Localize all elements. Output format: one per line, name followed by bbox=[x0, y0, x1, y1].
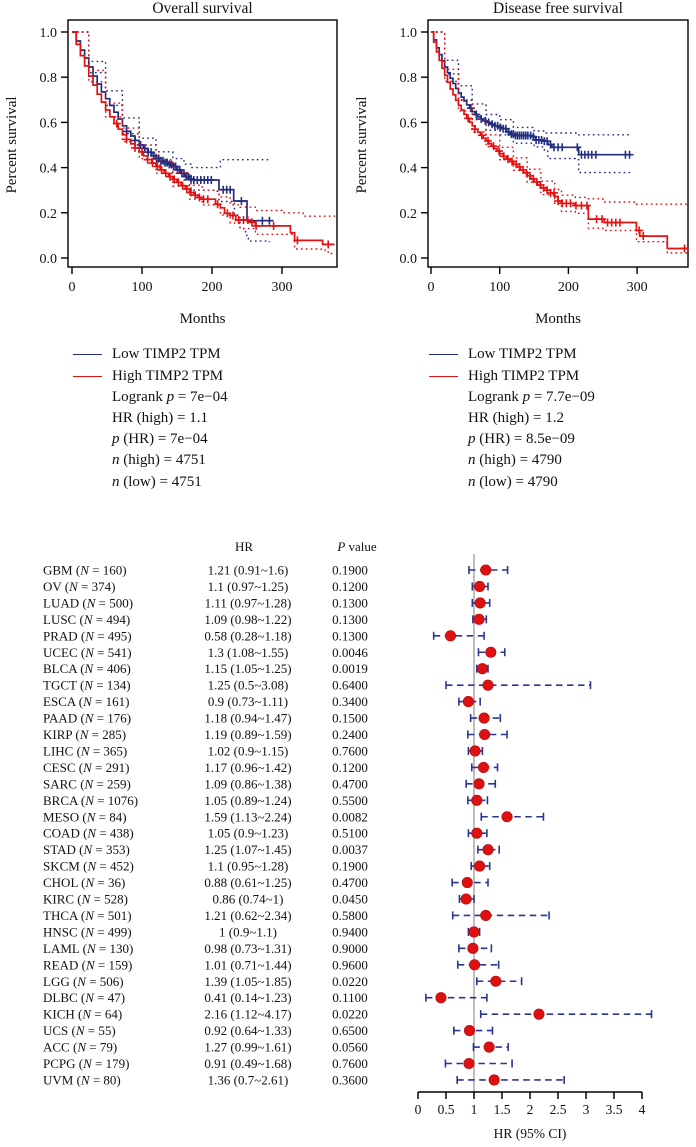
row-cancer-label: CHOL (N = 36) bbox=[43, 875, 126, 891]
row-hr-ci: 1.39 (1.05~1.85) bbox=[204, 973, 292, 989]
km-chart-overall-survival bbox=[0, 0, 348, 335]
x-axis-label: Months bbox=[535, 311, 581, 327]
row-cancer-label: UVM (N = 80) bbox=[43, 1072, 121, 1088]
forest-row bbox=[43, 875, 488, 890]
row-p-value: 0.5100 bbox=[332, 825, 368, 841]
hr-point bbox=[474, 581, 484, 591]
row-p-value: 0.7600 bbox=[332, 1056, 368, 1071]
forest-row bbox=[43, 974, 522, 989]
row-p-value: 0.4700 bbox=[332, 776, 368, 792]
row-cancer-label: ESCA (N = 161) bbox=[43, 694, 130, 710]
chart-title: Overall survival bbox=[152, 0, 253, 17]
row-p-value: 0.2400 bbox=[332, 727, 368, 742]
row-cancer-label: KIRP (N = 285) bbox=[43, 727, 127, 742]
legend-entry-label: High TIMP2 TPM bbox=[112, 367, 224, 384]
forest-row bbox=[43, 1040, 508, 1055]
hr-point bbox=[479, 713, 489, 723]
row-hr-ci: 0.41 (0.14~1.23) bbox=[204, 990, 292, 1006]
row-p-value: 0.1900 bbox=[332, 562, 368, 578]
hr-point bbox=[481, 565, 491, 575]
forest-row bbox=[43, 1023, 492, 1038]
row-hr-ci: 1.11 (0.97~1.28) bbox=[204, 595, 292, 611]
y-tick-label: 0.2 bbox=[399, 206, 417, 222]
forest-x-axis-label: HR (95% CI) bbox=[493, 1126, 567, 1141]
hr-point bbox=[470, 746, 480, 756]
y-tick-label: 0.6 bbox=[39, 116, 57, 132]
forest-row bbox=[43, 941, 491, 956]
hr-point bbox=[475, 598, 485, 608]
hr-point bbox=[483, 844, 493, 854]
row-cancer-label: HNSC (N = 499) bbox=[43, 924, 132, 940]
row-cancer-label: THCA (N = 501) bbox=[43, 907, 132, 923]
row-hr-ci: 1.3 (1.08~1.55) bbox=[207, 644, 289, 660]
row-p-value: 0.6500 bbox=[332, 1023, 368, 1039]
forest-row bbox=[43, 990, 487, 1005]
forest-row bbox=[43, 809, 543, 824]
row-p-value: 0.0019 bbox=[332, 661, 368, 677]
row-cancer-label: UCS (N = 55) bbox=[43, 1023, 116, 1039]
row-p-value: 0.0450 bbox=[332, 891, 368, 907]
legend-stat-line: n (high) = 4751 bbox=[112, 452, 206, 469]
x-tick-label: 300 bbox=[626, 280, 648, 295]
forest-x-tick-label: 0.5 bbox=[437, 1102, 455, 1117]
hr-point bbox=[472, 828, 482, 838]
y-tick-label: 0.8 bbox=[39, 71, 57, 87]
row-p-value: 0.7600 bbox=[332, 743, 368, 759]
hr-point bbox=[483, 680, 493, 690]
forest-x-tick-label: 2 bbox=[526, 1102, 534, 1117]
forest-row bbox=[43, 842, 499, 857]
forest-row bbox=[43, 645, 505, 660]
row-hr-ci: 1.25 (1.07~1.45) bbox=[204, 842, 292, 858]
hr-point bbox=[464, 1058, 474, 1068]
hr-point bbox=[478, 762, 488, 772]
hr-point bbox=[461, 894, 471, 904]
y-tick-label: 1.0 bbox=[39, 26, 57, 41]
survival-curve bbox=[431, 32, 689, 249]
forest-row bbox=[43, 924, 480, 939]
row-p-value: 0.5500 bbox=[332, 792, 368, 808]
hr-point bbox=[474, 614, 484, 624]
y-tick-label: 1.0 bbox=[399, 26, 417, 41]
legend-line-swatch bbox=[429, 376, 458, 377]
hr-point bbox=[489, 1075, 499, 1085]
row-cancer-label: OV (N = 374) bbox=[43, 578, 116, 594]
hr-point bbox=[486, 647, 496, 657]
hr-point bbox=[472, 795, 482, 805]
y-tick-label: 0.6 bbox=[399, 116, 417, 132]
row-hr-ci: 1.27 (0.99~1.61) bbox=[204, 1039, 292, 1055]
censor-marks bbox=[464, 114, 688, 252]
row-hr-ci: 0.9 (0.73~1.11) bbox=[207, 694, 289, 710]
row-p-value: 0.9600 bbox=[332, 957, 368, 973]
legend-stat-line: n (low) = 4790 bbox=[468, 473, 558, 490]
row-cancer-label: DLBC (N = 47) bbox=[43, 990, 126, 1006]
x-tick-label: 100 bbox=[131, 280, 153, 295]
row-p-value: 0.3600 bbox=[332, 1072, 368, 1088]
forest-row bbox=[43, 563, 508, 578]
row-hr-ci: 1.59 (1.13~2.24) bbox=[204, 809, 292, 825]
y-axis-label: Percent survival bbox=[4, 96, 20, 194]
ci-upper-curve bbox=[72, 32, 335, 216]
y-tick-label: 0.2 bbox=[39, 206, 57, 222]
km-legend-overall-survival bbox=[73, 344, 228, 493]
row-hr-ci: 1.18 (0.94~1.47) bbox=[204, 710, 292, 726]
row-p-value: 0.9000 bbox=[332, 940, 368, 956]
legend-stat-line: n (high) = 4790 bbox=[468, 452, 562, 469]
row-p-value: 0.3400 bbox=[332, 694, 368, 710]
forest-row bbox=[43, 628, 484, 643]
row-hr-ci: 1.09 (0.86~1.38) bbox=[204, 776, 292, 792]
column-header-pvalue: P value bbox=[337, 539, 377, 554]
row-hr-ci: 0.92 (0.64~1.33) bbox=[204, 1023, 292, 1039]
hr-point bbox=[479, 729, 489, 739]
row-cancer-label: BLCA (N = 406) bbox=[43, 661, 131, 677]
row-p-value: 0.9400 bbox=[332, 924, 368, 940]
hr-point bbox=[469, 927, 479, 937]
legend-line-swatch bbox=[429, 354, 458, 355]
row-p-value: 0.0220 bbox=[332, 1006, 368, 1022]
y-tick-label: 0.8 bbox=[399, 71, 417, 87]
row-p-value: 0.1300 bbox=[332, 628, 368, 644]
row-hr-ci: 1.21 (0.62~2.34) bbox=[204, 907, 292, 923]
row-cancer-label: LUAD (N = 500) bbox=[43, 595, 134, 611]
x-tick-label: 0 bbox=[427, 280, 435, 295]
row-p-value: 0.1100 bbox=[332, 990, 368, 1006]
survival-curve bbox=[72, 32, 274, 221]
forest-row bbox=[43, 694, 480, 709]
hr-point bbox=[436, 993, 446, 1003]
censor-marks bbox=[113, 120, 332, 249]
legend-entry bbox=[429, 365, 595, 386]
forest-row bbox=[43, 826, 487, 841]
y-tick-label: 0.4 bbox=[399, 161, 417, 177]
row-p-value: 0.1300 bbox=[332, 611, 368, 627]
chart-title: Disease free survival bbox=[493, 0, 623, 17]
forest-x-tick-label: 2.5 bbox=[549, 1102, 567, 1117]
survival-curve bbox=[72, 32, 335, 244]
forest-row bbox=[43, 859, 490, 874]
legend-stat-line: p (HR) = 7e−04 bbox=[112, 431, 208, 448]
hr-point bbox=[462, 877, 472, 887]
plot-box bbox=[68, 20, 337, 267]
row-p-value: 0.0220 bbox=[332, 973, 368, 989]
row-p-value: 0.1500 bbox=[332, 710, 368, 726]
column-header-hr: HR bbox=[234, 539, 254, 554]
row-hr-ci: 1.21 (0.91~1.6) bbox=[207, 562, 289, 578]
row-hr-ci: 1 (0.9~1.1) bbox=[219, 924, 277, 940]
row-p-value: 0.4700 bbox=[332, 875, 368, 891]
row-cancer-label: KICH (N = 64) bbox=[43, 1006, 123, 1022]
row-p-value: 0.1200 bbox=[332, 578, 368, 594]
row-cancer-label: PCPG (N = 179) bbox=[43, 1056, 130, 1071]
forest-row bbox=[43, 892, 474, 907]
row-cancer-label: BRCA (N = 1076) bbox=[43, 792, 139, 808]
hr-point bbox=[491, 976, 501, 986]
forest-x-tick-label: 1 bbox=[470, 1102, 478, 1117]
hr-point bbox=[463, 696, 473, 706]
row-cancer-label: COAD (N = 438) bbox=[43, 825, 134, 841]
row-hr-ci: 0.58 (0.28~1.18) bbox=[204, 628, 292, 644]
hr-point bbox=[484, 1042, 494, 1052]
hr-point bbox=[534, 1009, 544, 1019]
row-hr-ci: 0.98 (0.73~1.31) bbox=[204, 940, 292, 956]
forest-row bbox=[43, 678, 590, 693]
row-hr-ci: 1.1 (0.97~1.25) bbox=[207, 578, 289, 594]
forest-row bbox=[43, 793, 487, 808]
forest-x-tick-label: 4 bbox=[638, 1102, 646, 1117]
row-hr-ci: 0.91 (0.49~1.68) bbox=[204, 1056, 292, 1071]
ci-lower-curve bbox=[72, 32, 269, 242]
row-p-value: 0.1900 bbox=[332, 858, 368, 874]
row-cancer-label: ACC (N = 79) bbox=[43, 1039, 118, 1055]
legend-line-swatch bbox=[73, 354, 102, 355]
legend-entry bbox=[73, 365, 228, 386]
row-cancer-label: STAD (N = 353) bbox=[43, 842, 130, 858]
row-cancer-label: PAAD (N = 176) bbox=[43, 710, 132, 726]
hr-point bbox=[502, 812, 512, 822]
legend-stat-line: Logrank p = 7.7e−09 bbox=[468, 388, 595, 405]
forest-row bbox=[43, 595, 490, 610]
row-cancer-label: SKCM (N = 452) bbox=[43, 858, 134, 874]
row-hr-ci: 1.05 (0.89~1.24) bbox=[204, 792, 292, 808]
ci-upper-curve bbox=[431, 32, 630, 135]
forest-row bbox=[43, 1072, 564, 1087]
row-cancer-label: READ (N = 159) bbox=[43, 957, 133, 973]
ci-lower-curve bbox=[431, 32, 689, 253]
row-cancer-label: KIRC (N = 528) bbox=[43, 891, 128, 907]
legend-stat-line: HR (high) = 1.2 bbox=[468, 409, 564, 426]
censor-marks bbox=[467, 104, 634, 159]
y-axis-label: Percent survival bbox=[354, 96, 370, 194]
legend-entry-label: Low TIMP2 TPM bbox=[468, 346, 577, 363]
row-cancer-label: CESC (N = 291) bbox=[43, 759, 130, 775]
x-axis-label: Months bbox=[179, 311, 226, 327]
x-tick-label: 200 bbox=[557, 280, 579, 295]
forest-row bbox=[43, 727, 507, 742]
row-cancer-label: UCEC (N = 541) bbox=[43, 644, 132, 660]
row-hr-ci: 1.19 (0.89~1.59) bbox=[204, 727, 292, 742]
forest-x-tick-label: 3.5 bbox=[605, 1102, 623, 1117]
row-p-value: 0.5800 bbox=[332, 907, 368, 923]
hr-point bbox=[474, 861, 484, 871]
forest-x-tick-label: 1.5 bbox=[493, 1102, 511, 1117]
forest-row bbox=[43, 612, 486, 627]
x-tick-label: 300 bbox=[271, 280, 293, 295]
row-hr-ci: 1.17 (0.96~1.42) bbox=[204, 759, 292, 775]
row-cancer-label: LGG (N = 506) bbox=[43, 973, 124, 989]
legend-stat-line: n (low) = 4751 bbox=[112, 473, 202, 490]
forest-row bbox=[43, 776, 495, 791]
forest-row bbox=[43, 760, 498, 775]
row-hr-ci: 1.01 (0.71~1.44) bbox=[204, 957, 292, 973]
ci-lower-curve bbox=[431, 32, 630, 173]
forest-x-tick-label: 3 bbox=[582, 1102, 590, 1117]
row-p-value: 0.6400 bbox=[332, 677, 368, 693]
km-legend-disease-free-survival bbox=[429, 344, 595, 493]
ci-lower-curve bbox=[72, 32, 335, 254]
row-hr-ci: 1.36 (0.7~2.61) bbox=[207, 1072, 289, 1088]
hr-point bbox=[464, 1025, 474, 1035]
row-cancer-label: LUSC (N = 494) bbox=[43, 611, 131, 627]
row-cancer-label: PRAD (N = 495) bbox=[43, 628, 132, 644]
row-hr-ci: 0.88 (0.61~1.25) bbox=[204, 875, 292, 891]
forest-row bbox=[43, 1007, 652, 1022]
legend-stat-line: Logrank p = 7e−04 bbox=[112, 388, 228, 405]
row-cancer-label: LIHC (N = 365) bbox=[43, 743, 128, 759]
row-hr-ci: 1.02 (0.9~1.15) bbox=[207, 743, 289, 759]
legend-stat-line: p (HR) = 8.5e−09 bbox=[468, 431, 575, 448]
row-cancer-label: GBM (N = 160) bbox=[43, 562, 127, 578]
row-hr-ci: 1.1 (0.95~1.28) bbox=[207, 858, 289, 874]
x-tick-label: 0 bbox=[68, 280, 76, 295]
hr-point bbox=[477, 664, 487, 674]
legend-stat-line: HR (high) = 1.1 bbox=[112, 409, 208, 426]
row-hr-ci: 1.09 (0.98~1.22) bbox=[204, 611, 292, 627]
forest-x-tick-label: 0 bbox=[414, 1102, 422, 1117]
legend-entry bbox=[429, 344, 595, 365]
y-tick-label: 0.0 bbox=[39, 252, 57, 267]
hr-point bbox=[481, 910, 491, 920]
row-p-value: 0.0082 bbox=[332, 809, 368, 825]
forest-row bbox=[43, 957, 499, 972]
x-tick-label: 200 bbox=[201, 280, 223, 295]
forest-row bbox=[43, 1056, 512, 1071]
row-hr-ci: 0.86 (0.74~1) bbox=[212, 891, 284, 907]
forest-row bbox=[43, 743, 482, 758]
hr-point bbox=[445, 631, 455, 641]
legend-line-swatch bbox=[73, 376, 102, 377]
row-p-value: 0.1200 bbox=[332, 759, 368, 775]
forest-plot bbox=[0, 530, 696, 1147]
y-tick-label: 0.0 bbox=[399, 252, 417, 267]
forest-row bbox=[43, 711, 500, 726]
x-tick-label: 100 bbox=[489, 280, 511, 295]
hr-point bbox=[469, 960, 479, 970]
row-p-value: 0.0560 bbox=[332, 1039, 368, 1055]
row-cancer-label: SARC (N = 259) bbox=[43, 776, 131, 792]
row-hr-ci: 1.15 (1.05~1.25) bbox=[204, 661, 292, 677]
hr-point bbox=[474, 779, 484, 789]
row-hr-ci: 2.16 (1.12~4.17) bbox=[204, 1006, 292, 1022]
forest-row bbox=[43, 579, 488, 594]
row-cancer-label: TGCT (N = 134) bbox=[43, 677, 131, 693]
row-p-value: 0.1300 bbox=[332, 595, 368, 611]
row-cancer-label: MESO (N = 84) bbox=[43, 809, 127, 825]
legend-entry-label: High TIMP2 TPM bbox=[468, 367, 580, 384]
censor-marks bbox=[123, 127, 274, 224]
hr-point bbox=[468, 943, 478, 953]
row-hr-ci: 1.05 (0.9~1.23) bbox=[207, 825, 289, 841]
legend-entry bbox=[73, 344, 228, 365]
row-cancer-label: LAML (N = 130) bbox=[43, 940, 134, 956]
row-hr-ci: 1.25 (0.5~3.08) bbox=[207, 677, 289, 693]
y-tick-label: 0.4 bbox=[39, 161, 57, 177]
row-p-value: 0.0046 bbox=[332, 644, 368, 660]
km-chart-disease-free-survival bbox=[348, 0, 696, 335]
forest-row bbox=[43, 908, 549, 923]
forest-row bbox=[43, 661, 488, 676]
row-p-value: 0.0037 bbox=[332, 842, 368, 858]
legend-entry-label: Low TIMP2 TPM bbox=[112, 346, 221, 363]
